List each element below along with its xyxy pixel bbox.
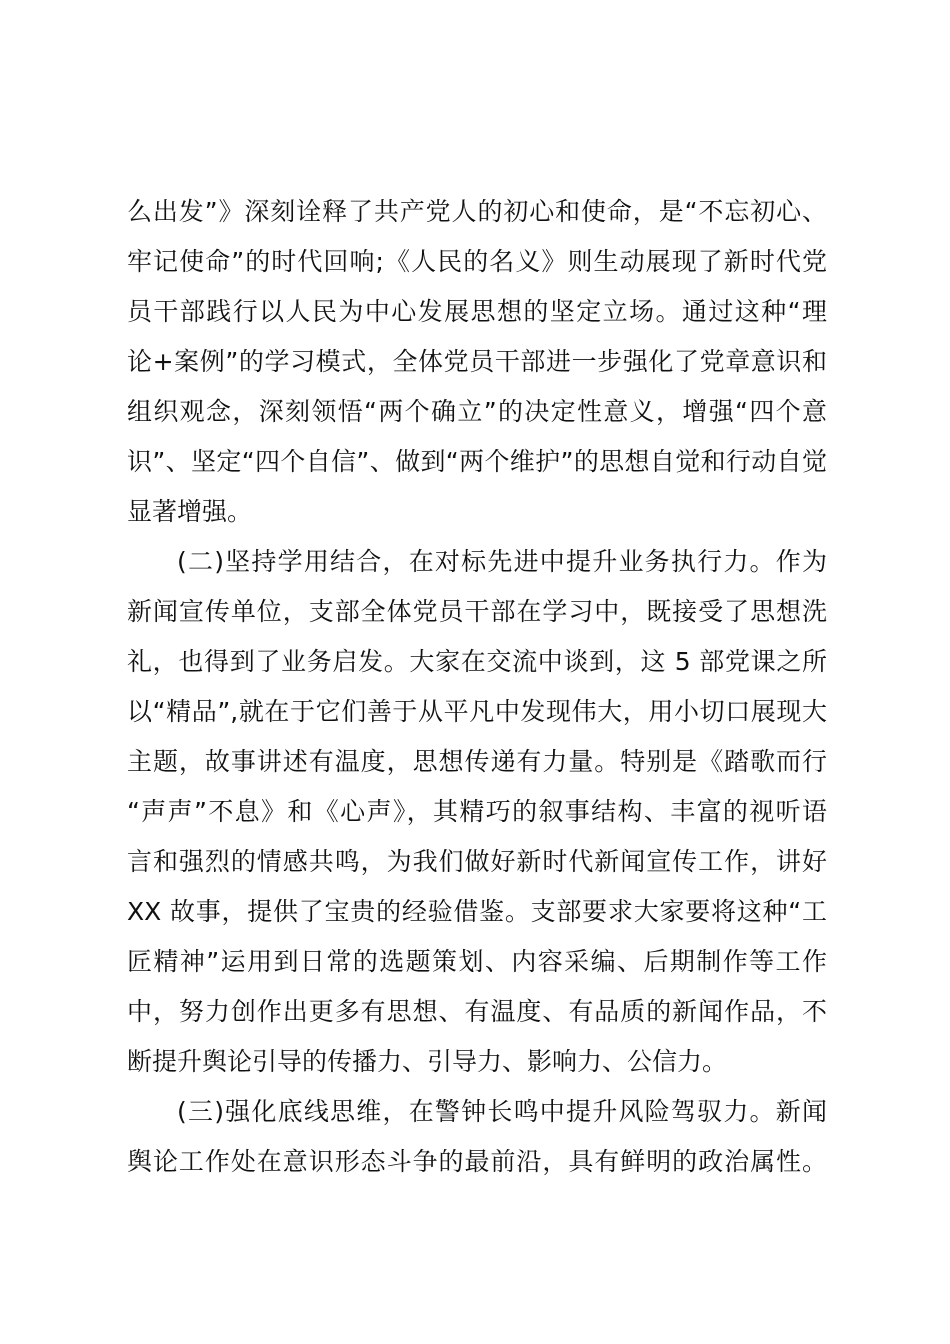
paragraph-3-line-2: 舆论工作处在意识形态斗争的最前沿，具有鲜明的政治属性。 [127, 1147, 827, 1176]
paragraph-2-line-3: 礼，也得到了业务启发。大家在交流中谈到，这 5 部党课之所 [127, 647, 827, 676]
paragraph-2-line-9: 匠精神”运用到日常的选题策划、内容采编、后期制作等工作 [127, 947, 827, 976]
document-body [127, 187, 827, 1187]
paragraph-2-line-5: 主题，故事讲述有温度，思想传递有力量。特别是《踏歌而行 [127, 747, 827, 776]
paragraph-1-line-6: 识”、坚定“四个自信”、做到“两个维护”的思想自觉和行动自觉 [127, 447, 827, 476]
paragraph-2-line-4: 以“精品”,就在于它们善于从平凡中发现伟大，用小切口展现大 [127, 697, 827, 726]
paragraph-1-line-1: 么出发”》深刻诠释了共产党人的初心和使命，是“不忘初心、 [127, 197, 827, 226]
section-3-heading-line: (三)强化底线思维，在警钟长鸣中提升风险驾驭力。新闻 [177, 1097, 827, 1126]
paragraph-1-line-2: 牢记使命”的时代回响;《人民的名义》则生动展现了新时代党 [127, 247, 827, 276]
section-2-heading-line: (二)坚持学用结合，在对标先进中提升业务执行力。作为 [177, 547, 827, 576]
paragraph-2-line-2: 新闻宣传单位，支部全体党员干部在学习中，既接受了思想洗 [127, 597, 827, 626]
paragraph-2-line-7: 言和强烈的情感共鸣，为我们做好新时代新闻宣传工作，讲好 [127, 847, 827, 876]
paragraph-2-line-10: 中，努力创作出更多有思想、有温度、有品质的新闻作品，不 [127, 997, 827, 1026]
paragraph-1-line-5: 组织观念，深刻领悟“两个确立”的决定性意义，增强“四个意 [127, 397, 827, 426]
paragraph-2-line-6: “声声”不息》和《心声》，其精巧的叙事结构、丰富的视听语 [127, 797, 827, 826]
paragraph-2-line-8: XX 故事，提供了宝贵的经验借鉴。支部要求大家要将这种“工 [127, 897, 827, 926]
paragraph-1-line-7: 显著增强。 [127, 497, 253, 526]
paragraph-2-line-11: 断提升舆论引导的传播力、引导力、影响力、公信力。 [127, 1047, 728, 1076]
paragraph-1-line-4: 论+案例”的学习模式，全体党员干部进一步强化了党章意识和 [127, 347, 827, 376]
paragraph-1-line-3: 员干部践行以人民为中心发展思想的坚定立场。通过这种“理 [127, 297, 827, 326]
